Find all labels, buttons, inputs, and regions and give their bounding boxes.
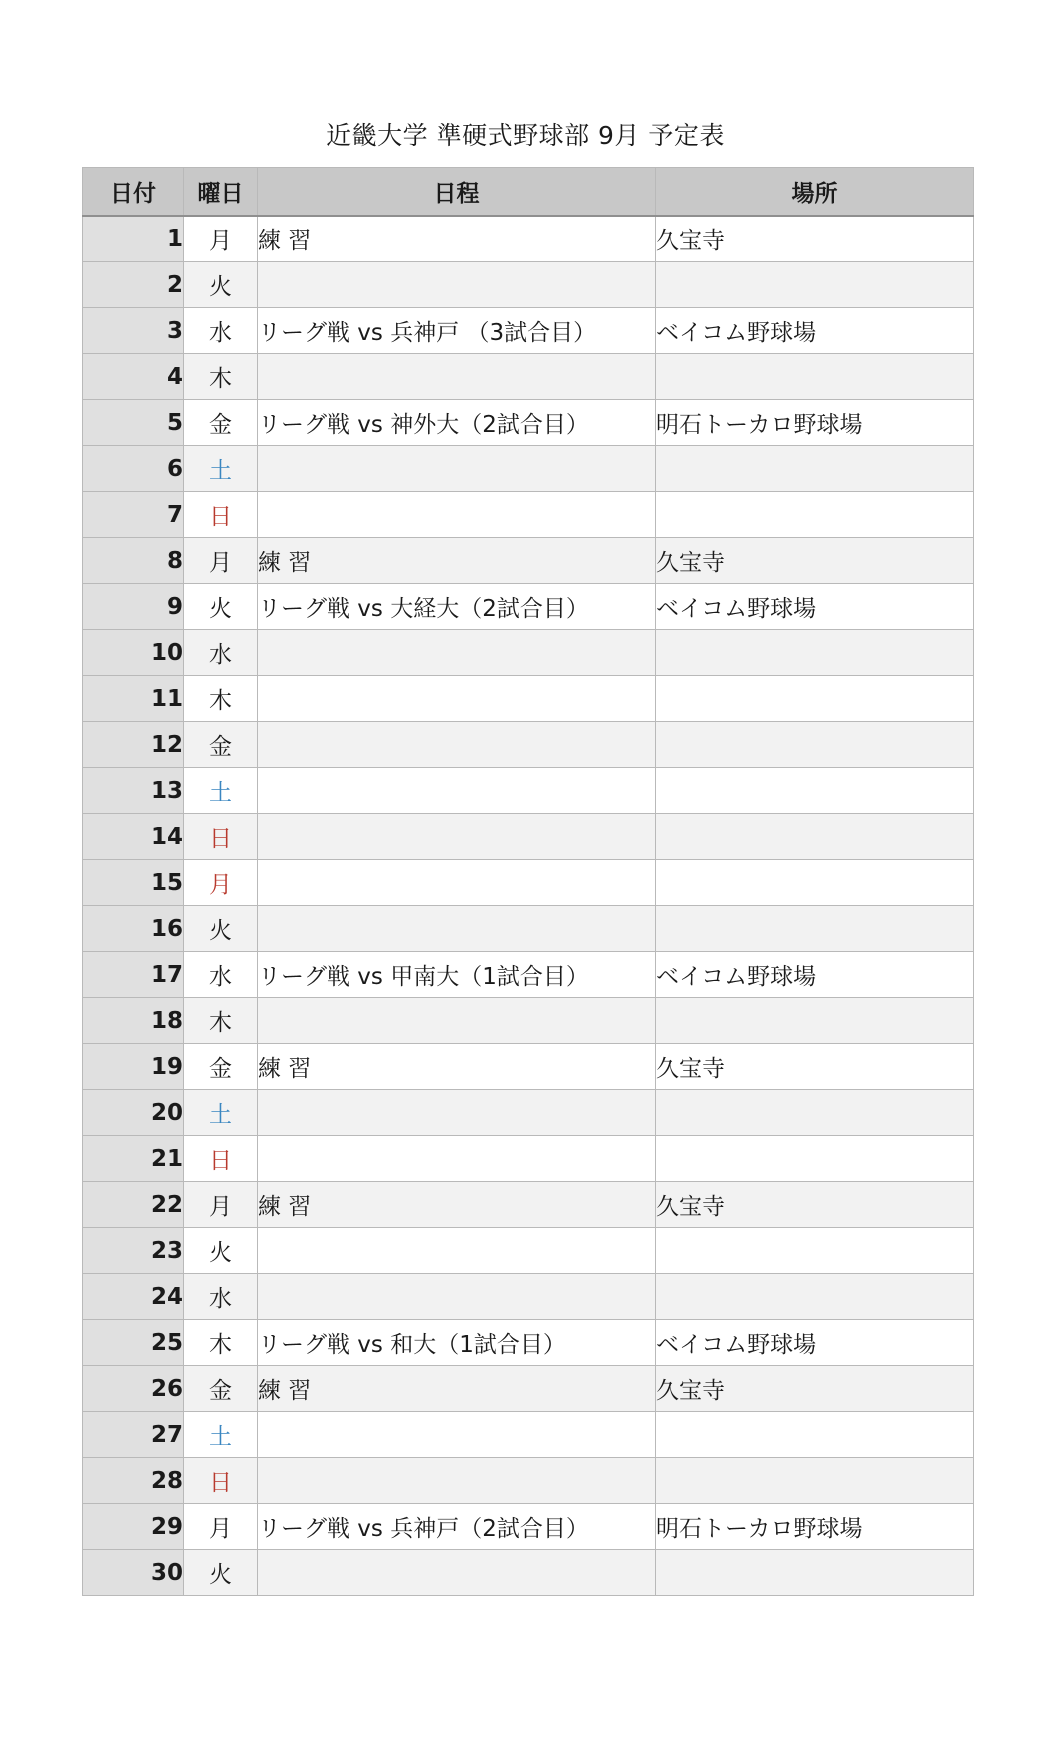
place-cell xyxy=(656,906,974,952)
table-row xyxy=(83,262,974,308)
table-row xyxy=(83,1136,974,1182)
place-cell xyxy=(656,354,974,400)
place-cell xyxy=(656,446,974,492)
event-cell: リーグ戦 vs 神外大（2試合目） xyxy=(258,400,656,446)
date-cell: 22 xyxy=(83,1182,184,1228)
table-row xyxy=(83,952,974,998)
event-cell: リーグ戦 vs 大経大（2試合目） xyxy=(258,584,656,630)
event-cell xyxy=(258,630,656,676)
schedule-body xyxy=(83,216,974,1596)
weekday-cell: 木 xyxy=(184,998,258,1044)
date-cell: 26 xyxy=(83,1366,184,1412)
place-cell xyxy=(656,1136,974,1182)
event-cell: リーグ戦 vs 兵神戸（2試合目） xyxy=(258,1504,656,1550)
place-cell xyxy=(656,1550,974,1596)
table-row xyxy=(83,1366,974,1412)
date-cell: 15 xyxy=(83,860,184,906)
event-cell: 練 習 xyxy=(258,1182,656,1228)
event-cell xyxy=(258,262,656,308)
event-cell xyxy=(258,676,656,722)
date-cell: 4 xyxy=(83,354,184,400)
weekday-cell: 日 xyxy=(184,492,258,538)
place-cell: 久宝寺 xyxy=(656,1366,974,1412)
event-cell xyxy=(258,1458,656,1504)
weekday-cell: 日 xyxy=(184,814,258,860)
weekday-cell: 月 xyxy=(184,1504,258,1550)
date-cell: 21 xyxy=(83,1136,184,1182)
place-cell xyxy=(656,1458,974,1504)
column-header-date: 日付 xyxy=(83,168,184,216)
place-cell xyxy=(656,1274,974,1320)
date-cell: 12 xyxy=(83,722,184,768)
table-row xyxy=(83,1182,974,1228)
date-cell: 23 xyxy=(83,1228,184,1274)
date-cell: 6 xyxy=(83,446,184,492)
place-cell: ベイコム野球場 xyxy=(656,584,974,630)
page-title: 近畿大学 準硬式野球部 9月 予定表 xyxy=(326,121,725,150)
column-header-place: 場所 xyxy=(656,168,974,216)
table-row xyxy=(83,584,974,630)
weekday-cell: 土 xyxy=(184,1412,258,1458)
table-row xyxy=(83,1550,974,1596)
table-row xyxy=(83,400,974,446)
place-cell xyxy=(656,630,974,676)
date-cell: 9 xyxy=(83,584,184,630)
place-cell xyxy=(656,1412,974,1458)
date-cell: 30 xyxy=(83,1550,184,1596)
event-cell: 練 習 xyxy=(258,538,656,584)
place-cell: 明石トーカロ野球場 xyxy=(656,400,974,446)
weekday-cell: 金 xyxy=(184,1044,258,1090)
event-cell: 練 習 xyxy=(258,1366,656,1412)
table-row xyxy=(83,492,974,538)
event-cell xyxy=(258,768,656,814)
weekday-cell: 金 xyxy=(184,400,258,446)
place-cell xyxy=(656,492,974,538)
date-cell: 11 xyxy=(83,676,184,722)
date-cell: 19 xyxy=(83,1044,184,1090)
event-cell xyxy=(258,814,656,860)
weekday-cell: 火 xyxy=(184,1228,258,1274)
place-cell xyxy=(656,1090,974,1136)
table-row xyxy=(83,1228,974,1274)
table-row xyxy=(83,1090,974,1136)
event-cell: リーグ戦 vs 兵神戸 （3試合目） xyxy=(258,308,656,354)
event-cell xyxy=(258,492,656,538)
event-cell xyxy=(258,1228,656,1274)
date-cell: 18 xyxy=(83,998,184,1044)
place-cell xyxy=(656,262,974,308)
date-cell: 2 xyxy=(83,262,184,308)
weekday-cell: 月 xyxy=(184,216,258,262)
date-cell: 27 xyxy=(83,1412,184,1458)
place-cell: 明石トーカロ野球場 xyxy=(656,1504,974,1550)
event-cell xyxy=(258,860,656,906)
table-row xyxy=(83,1412,974,1458)
table-row xyxy=(83,814,974,860)
weekday-cell: 火 xyxy=(184,584,258,630)
table-row xyxy=(83,906,974,952)
event-cell: 練 習 xyxy=(258,1044,656,1090)
table-row xyxy=(83,1458,974,1504)
date-cell: 17 xyxy=(83,952,184,998)
weekday-cell: 木 xyxy=(184,1320,258,1366)
place-cell xyxy=(656,676,974,722)
date-cell: 25 xyxy=(83,1320,184,1366)
weekday-cell: 土 xyxy=(184,1090,258,1136)
table-row xyxy=(83,1274,974,1320)
weekday-cell: 水 xyxy=(184,630,258,676)
date-cell: 10 xyxy=(83,630,184,676)
weekday-cell: 水 xyxy=(184,952,258,998)
table-row xyxy=(83,1504,974,1550)
place-cell: ベイコム野球場 xyxy=(656,308,974,354)
schedule-table xyxy=(82,167,974,1596)
weekday-cell: 水 xyxy=(184,1274,258,1320)
weekday-cell: 月 xyxy=(184,1182,258,1228)
date-cell: 28 xyxy=(83,1458,184,1504)
place-cell: 久宝寺 xyxy=(656,1182,974,1228)
weekday-cell: 火 xyxy=(184,262,258,308)
date-cell: 5 xyxy=(83,400,184,446)
weekday-cell: 木 xyxy=(184,676,258,722)
table-row xyxy=(83,1320,974,1366)
weekday-cell: 土 xyxy=(184,446,258,492)
event-cell xyxy=(258,722,656,768)
event-cell xyxy=(258,906,656,952)
place-cell xyxy=(656,814,974,860)
table-row xyxy=(83,446,974,492)
event-cell xyxy=(258,998,656,1044)
weekday-cell: 金 xyxy=(184,722,258,768)
event-cell xyxy=(258,1550,656,1596)
event-cell xyxy=(258,1090,656,1136)
date-cell: 3 xyxy=(83,308,184,354)
place-cell: 久宝寺 xyxy=(656,216,974,262)
table-row xyxy=(83,768,974,814)
weekday-cell: 月 xyxy=(184,538,258,584)
weekday-cell: 日 xyxy=(184,1458,258,1504)
table-row xyxy=(83,998,974,1044)
weekday-cell: 土 xyxy=(184,768,258,814)
date-cell: 14 xyxy=(83,814,184,860)
date-cell: 16 xyxy=(83,906,184,952)
place-cell: ベイコム野球場 xyxy=(656,1320,974,1366)
place-cell: ベイコム野球場 xyxy=(656,952,974,998)
weekday-cell: 日 xyxy=(184,1136,258,1182)
table-row xyxy=(83,216,974,262)
column-header-event: 日程 xyxy=(258,168,656,216)
weekday-cell: 木 xyxy=(184,354,258,400)
place-cell xyxy=(656,860,974,906)
table-header-row xyxy=(83,168,974,216)
event-cell xyxy=(258,1136,656,1182)
place-cell: 久宝寺 xyxy=(656,1044,974,1090)
event-cell: リーグ戦 vs 甲南大（1試合目） xyxy=(258,952,656,998)
date-cell: 1 xyxy=(83,216,184,262)
weekday-cell: 月 xyxy=(184,860,258,906)
place-cell xyxy=(656,1228,974,1274)
event-cell xyxy=(258,1412,656,1458)
date-cell: 13 xyxy=(83,768,184,814)
place-cell: 久宝寺 xyxy=(656,538,974,584)
weekday-cell: 火 xyxy=(184,906,258,952)
event-cell: リーグ戦 vs 和大（1試合目） xyxy=(258,1320,656,1366)
date-cell: 24 xyxy=(83,1274,184,1320)
date-cell: 20 xyxy=(83,1090,184,1136)
event-cell xyxy=(258,1274,656,1320)
weekday-cell: 水 xyxy=(184,308,258,354)
column-header-day: 曜日 xyxy=(184,168,258,216)
table-row xyxy=(83,308,974,354)
table-row xyxy=(83,1044,974,1090)
event-cell xyxy=(258,354,656,400)
event-cell xyxy=(258,446,656,492)
table-row xyxy=(83,538,974,584)
event-cell: 練 習 xyxy=(258,216,656,262)
table-row xyxy=(83,630,974,676)
place-cell xyxy=(656,998,974,1044)
table-row xyxy=(83,676,974,722)
date-cell: 7 xyxy=(83,492,184,538)
weekday-cell: 火 xyxy=(184,1550,258,1596)
table-row xyxy=(83,354,974,400)
place-cell xyxy=(656,722,974,768)
table-row xyxy=(83,860,974,906)
weekday-cell: 金 xyxy=(184,1366,258,1412)
place-cell xyxy=(656,768,974,814)
date-cell: 8 xyxy=(83,538,184,584)
date-cell: 29 xyxy=(83,1504,184,1550)
table-row xyxy=(83,722,974,768)
